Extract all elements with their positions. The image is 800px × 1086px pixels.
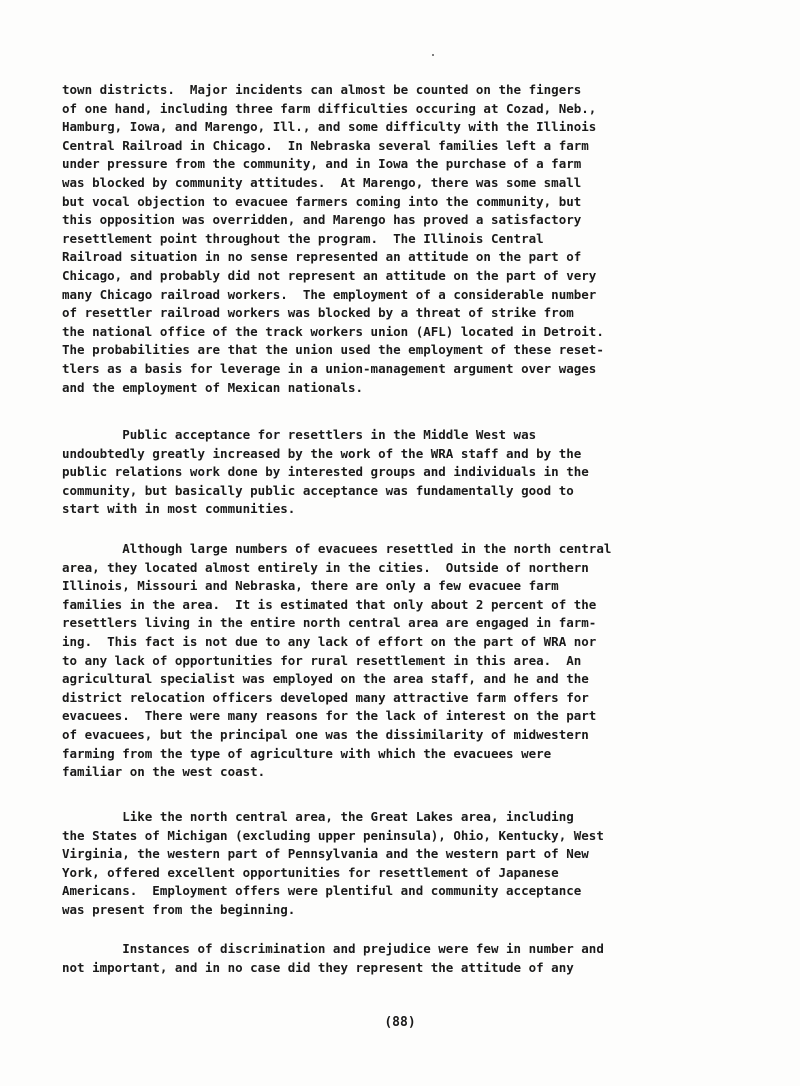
text-line: The probabilities are that the union used the employment of these reset- [62,342,604,358]
text-line: of evacuees, but the principal one was the dissimilarity of midwestern [62,726,589,742]
text-line: York, offered excellent opportunities for resettlement of Japanese [62,864,559,880]
text-line: was blocked by community attitudes. At Marengo, there was some small [62,174,582,190]
paragraph-2 [62,426,589,519]
text-line: families in the area. It is estimated that only about 2 percent of the [62,596,597,612]
text-line: ing. This fact is not due to any lack of effort on the part of WRA nor [62,633,597,649]
text-line: start with in most communities. [62,501,296,517]
text-line: of resettler railroad workers was blocked by a threat of strike from [62,305,574,321]
text-line: town districts. Major incidents can almost be counted on the fingers [62,82,582,97]
text-line: many Chicago railroad workers. The employment of a considerable number [62,286,597,302]
text-line: but vocal objection to evacuee farmers coming into the community, but [62,193,582,209]
text-line: Hamburg, Iowa, and Marengo, Ill., and some difficulty with the Illinois [62,119,597,135]
text-line: tlers as a basis for leverage in a union-management argument over wages [62,360,597,376]
text-line: familiar on the west coast. [62,764,266,780]
text-line: not important, and in no case did they represent the attitude of any [62,959,574,975]
text-line: Railroad situation in no sense represented an attitude on the part of [62,249,582,265]
text-line: district relocation officers developed many attractive farm offers for [62,689,589,705]
paragraph-4 [62,808,604,920]
text-line: farming from the type of agriculture with which the evacuees were [62,745,552,761]
text-line: the States of Michigan (excluding upper peninsula), Ohio, Kentucky, West [62,827,604,843]
text-line: Chicago, and probably did not represent an attitude on the part of very [62,267,597,283]
text-line: Instances of discrimination and prejudice were few in number and [62,941,604,956]
text-line: of one hand, including three farm difficulties occuring at Cozad, Neb., [62,100,597,116]
text-line: was present from the beginning. [62,901,296,917]
text-line: Central Railroad in Chicago. In Nebraska several families left a farm [62,137,589,153]
text-line: Although large numbers of evacuees resettled in the north central [62,541,612,556]
text-line: Illinois, Missouri and Nebraska, there are only a few evacuee farm [62,578,559,594]
text-line: community, but basically public acceptance was fundamentally good to [62,482,574,498]
text-line: Like the north central area, the Great Lakes area, including [62,809,574,824]
text-line: area, they located almost entirely in the cities. Outside of northern [62,559,589,575]
page-number: (88) [384,1015,416,1030]
text-line: Public acceptance for resettlers in the Middle West was [62,427,537,442]
text-line: evacuees. There were many reasons for the lack of interest on the part [62,708,597,724]
paragraph-1 [62,81,604,397]
paragraph-3 [62,540,611,782]
text-line: under pressure from the community, and in Iowa the purchase of a farm [62,156,582,172]
text-line: agricultural specialist was employed on the area staff, and he and the [62,671,589,687]
text-line: and the employment of Mexican nationals. [62,379,364,395]
paragraph-5 [62,940,604,977]
text-line: this opposition was overridden, and Marengo has proved a satisfactory [62,212,582,228]
text-line: resettlers living in the entire north central area are engaged in farm- [62,615,597,631]
text-line: public relations work done by interested groups and individuals in the [62,464,589,480]
text-line: undoubtedly greatly increased by the work of the WRA staff and by the [62,445,582,461]
scan-speck [432,54,434,56]
text-line: Virginia, the western part of Pennsylvania and the western part of New [62,846,589,862]
text-line: resettlement point throughout the program. The Illinois Central [62,230,544,246]
text-line: the national office of the track workers union (AFL) located in Detroit. [62,323,604,339]
text-line: Americans. Employment offers were plentiful and community acceptance [62,883,582,899]
text-line: to any lack of opportunities for rural resettlement in this area. An [62,652,582,668]
